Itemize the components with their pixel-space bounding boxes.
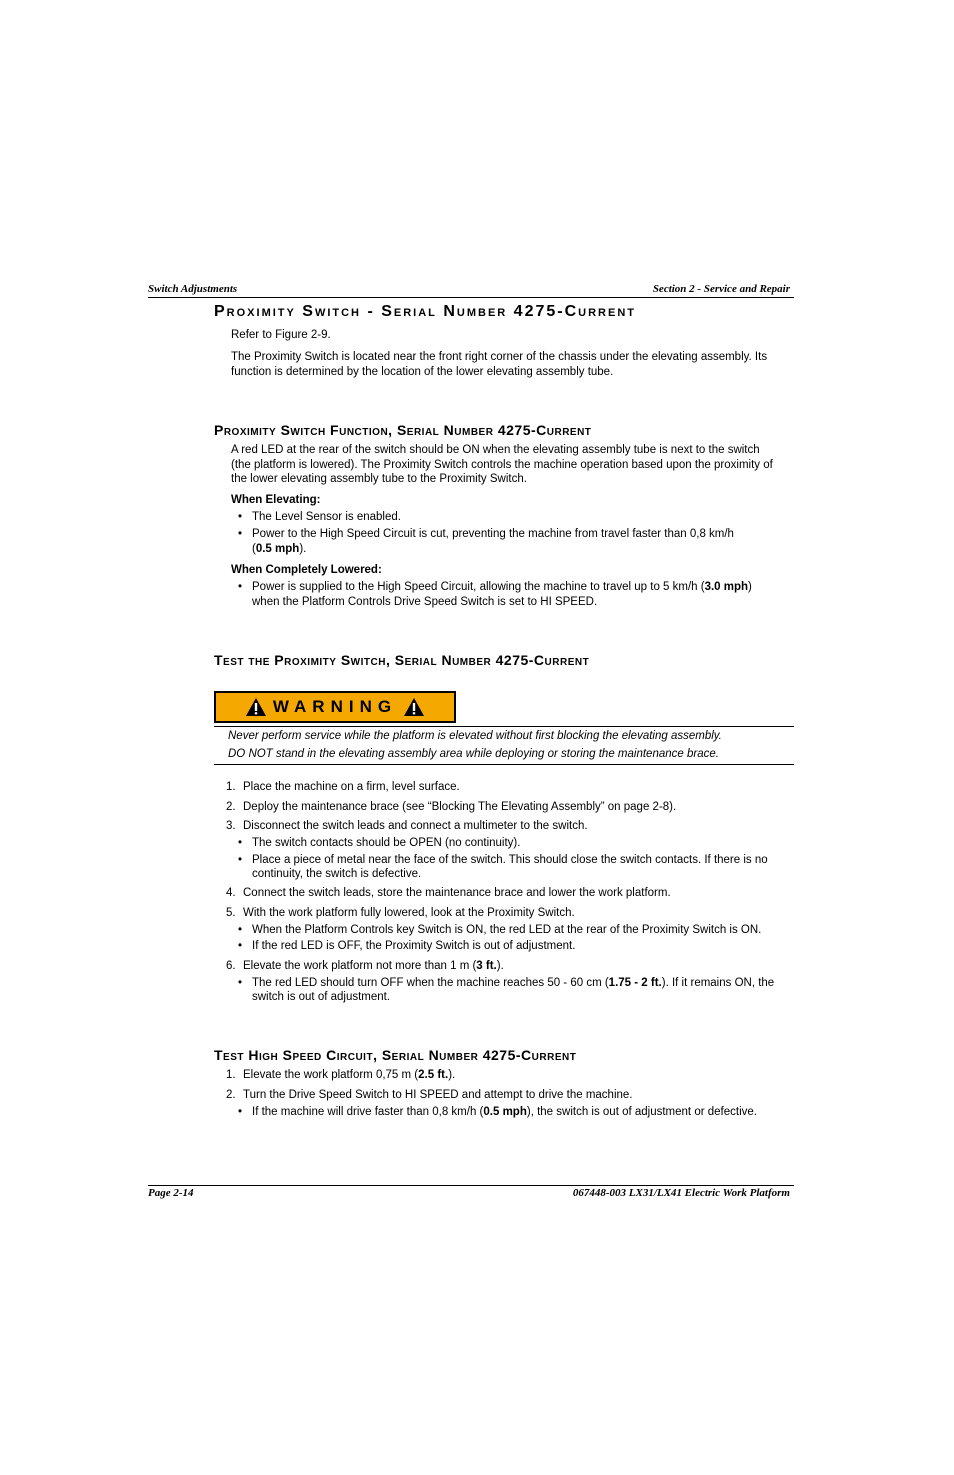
footer-rule <box>148 1185 794 1186</box>
list-item <box>238 1105 757 1120</box>
list-item-text: The switch contacts should be OPEN (no continuity). <box>252 837 521 849</box>
step-item <box>226 1068 456 1083</box>
header-right: Section 2 - Service and Repair <box>652 283 790 295</box>
list-item-text: When the Platform Controls key Switch is ON, the red LED at the rear of the Proximity Switch is ON. <box>252 924 762 936</box>
bold-value: 3 ft. <box>476 960 497 972</box>
step-number: 2. <box>226 801 236 813</box>
subheading-when-elevating: When Elevating: <box>231 494 321 506</box>
text: ) <box>748 581 752 593</box>
text: ). <box>448 1069 456 1081</box>
step-number: 1. <box>226 781 236 793</box>
warning-text: Never perform service while the platform is elevated without first blocking the elevating assembly. <box>228 730 722 742</box>
text: Elevate the work platform not more than 1 m ( <box>243 960 477 972</box>
step-number: 1. <box>226 1069 236 1081</box>
list-item <box>238 939 576 954</box>
warning-word: WARNING <box>272 697 398 716</box>
step-number: 2. <box>226 1089 236 1101</box>
warning-text: DO NOT stand in the elevating assembly area while deploying or storing the maintenance brace. <box>228 748 719 760</box>
text: Elevate the work platform 0,75 m ( <box>243 1069 419 1081</box>
list-item <box>238 976 775 991</box>
step-item <box>226 780 460 795</box>
warning-icon <box>245 697 267 717</box>
step-item <box>226 959 504 974</box>
step-number: 5. <box>226 907 236 919</box>
list-item-text: Place a piece of metal near the face of the switch. This should close the switch contacts. If there is no <box>252 854 768 866</box>
bold-value: 0.5 mph <box>255 543 300 555</box>
list-item-text: The Level Sensor is enabled. <box>252 511 401 523</box>
text: ). If it remains ON, the <box>661 977 775 989</box>
bold-value: 0.5 mph <box>483 1106 527 1118</box>
step-text: Deploy the maintenance brace (see “Blocking The Elevating Assembly” on page 2-8). <box>243 801 677 813</box>
list-item <box>238 836 521 851</box>
list-item-continuation <box>252 542 306 557</box>
text: The red LED should turn OFF when the machine reaches 50 - 60 cm ( <box>252 977 609 989</box>
list-item-continuation: switch is out of adjustment. <box>252 991 391 1003</box>
text: ). <box>299 543 307 555</box>
list-item <box>238 580 752 595</box>
text: If the machine will drive faster than 0,8 km/h ( <box>252 1106 484 1118</box>
paragraph: Refer to Figure 2-9. <box>231 329 331 341</box>
subheading-when-lowered: When Completely Lowered: <box>231 564 382 576</box>
step-item <box>226 800 677 815</box>
section-title-test-high-speed-circuit: Test High Speed Circuit, Serial Number 4275-Current <box>214 1047 577 1063</box>
bullet: • <box>238 940 243 952</box>
step-number: 4. <box>226 887 236 899</box>
step-text: Connect the switch leads, store the maintenance brace and lower the work platform. <box>243 887 671 899</box>
paragraph: The Proximity Switch is located near the front right corner of the chassis under the elevating assembly. Its <box>231 351 768 363</box>
step-item <box>226 819 588 834</box>
section-title-switch-function: Proximity Switch Function, Serial Number 4275-Current <box>214 422 592 438</box>
list-item-text: Power to the High Speed Circuit is cut, preventing the machine from travel faster than 0,8 km/h <box>252 528 734 540</box>
bold-value: 1.75 - 2 ft. <box>608 977 662 989</box>
section-title-test-proximity-switch: Test the Proximity Switch, Serial Number 4275-Current <box>214 652 590 668</box>
bullet: • <box>238 581 243 593</box>
step-number: 3. <box>226 820 236 832</box>
paragraph: (the platform is lowered). The Proximity Switch controls the machine operation based upon the proximity of <box>231 459 773 471</box>
warning-icon <box>403 697 425 717</box>
text: Power is supplied to the High Speed Circuit, allowing the machine to travel up to 5 km/h ( <box>252 581 705 593</box>
step-item <box>226 906 575 921</box>
step-text: Disconnect the switch leads and connect a multimeter to the switch. <box>243 820 588 832</box>
bold-value: 3.0 mph <box>704 581 749 593</box>
list-item-continuation: when the Platform Controls Drive Speed Switch is set to HI SPEED. <box>252 596 598 608</box>
text: ). <box>496 960 504 972</box>
step-item <box>226 1088 633 1103</box>
paragraph: A red LED at the rear of the switch should be ON when the elevating assembly tube is next to the switch <box>231 444 760 456</box>
warning-banner <box>214 691 456 723</box>
list-item <box>238 923 762 938</box>
bullet: • <box>238 528 243 540</box>
list-item <box>238 853 768 868</box>
paragraph: the lower elevating assembly tube to the Proximity Switch. <box>231 473 527 485</box>
footer-page-number: Page 2-14 <box>148 1187 194 1199</box>
header-rule <box>148 297 794 298</box>
warning-bottom-rule <box>214 764 794 765</box>
section-title-proximity-switch: Proximity Switch - Serial Number 4275-Current <box>214 303 636 320</box>
bold-value: 2.5 ft. <box>418 1069 449 1081</box>
list-item-continuation: continuity, the switch is defective. <box>252 868 422 880</box>
bullet: • <box>238 511 243 523</box>
step-number: 6. <box>226 960 236 972</box>
bullet: • <box>238 924 243 936</box>
bullet: • <box>238 977 243 989</box>
text: ( <box>252 543 256 555</box>
text: ), the switch is out of adjustment or defective. <box>526 1106 757 1118</box>
bullet: • <box>238 837 243 849</box>
list-item-text: If the red LED is OFF, the Proximity Switch is out of adjustment. <box>252 940 576 952</box>
list-item <box>238 510 401 525</box>
step-text: Turn the Drive Speed Switch to HI SPEED and attempt to drive the machine. <box>243 1089 633 1101</box>
header-left: Switch Adjustments <box>148 283 238 295</box>
bullet: • <box>238 1106 243 1118</box>
list-item <box>238 527 734 542</box>
step-text: Place the machine on a firm, level surface. <box>243 781 460 793</box>
bullet: • <box>238 854 243 866</box>
step-item <box>226 886 671 901</box>
paragraph: function is determined by the location of the lower elevating assembly tube. <box>231 366 614 378</box>
footer-document-title: 067448-003 LX31/LX41 Electric Work Platform <box>572 1187 790 1199</box>
step-text: With the work platform fully lowered, look at the Proximity Switch. <box>243 907 575 919</box>
